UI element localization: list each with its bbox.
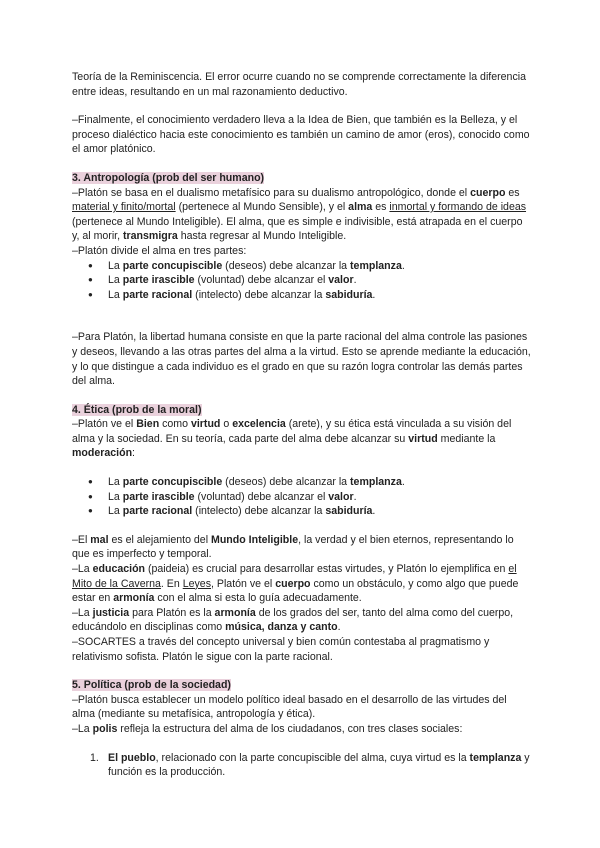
list-item: 1. El pueblo, relacionado con la parte concupiscible del alma, cuya virtud es la templanza y función es la producción. [90, 751, 530, 779]
paragraph-dualismo: –Platón se basa en el dualismo metafísico para su dualismo antropológico, donde el cuerpo es material y finito/mortal (pertenece al Mundo Sensible), y el alma es inmortal y formando de ideas (pertenece al Mundo Inteligible). El alma, que es simple e indivisible, está atrapada en el cuerpo y, al morir, transmigra hasta regresar al Mundo Inteligible. [72, 186, 527, 243]
paragraph-socartes: –SOCARTES a través del concepto universal y bien común contestaba al pragmatismo y relativismo sofista. Platón le sigue con la parte racional. [72, 636, 490, 663]
list-item: ● La parte concupiscible (deseos) debe alcanzar la templanza. [108, 475, 532, 490]
list-item: ● La parte racional (intelecto) debe alcanzar la sabiduría. [108, 288, 532, 303]
section-heading-etica [72, 403, 532, 418]
list-item: ● La parte irascible (voluntad) debe alcanzar el valor. [108, 490, 532, 505]
document-page [72, 70, 532, 780]
paragraph-educacion: –La educación (paideia) es crucial para desarrollar estas virtudes, y Platón lo ejemplifica en el Mito de la Caverna. En Leyes, Platón ve el cuerpo como un obstáculo, y como algo que puede estar en armonía con el alma si esta lo guía adecuadamente. [72, 563, 519, 605]
list-virtudes [72, 475, 532, 519]
section-heading-politica [72, 678, 532, 693]
paragraph-mal: –El mal es el alejamiento del Mundo Inteligible, la verdad y el bien eternos, representando lo que es imperfecto y temporal. [72, 533, 514, 561]
list-clases-sociales [72, 751, 532, 780]
paragraph-libertad: –Para Platón, la libertad humana consiste en que la parte racional del alma controle las pasiones y deseos, llevando a las otras partes del alma a la virtud. Esto se aprende mediante la educación, y lo que distingue a cada individuo es el grado en que su razón logra controlar las demás partes del alma. [72, 331, 531, 388]
heading-text: 4. Ética (prob de la moral) [72, 403, 202, 416]
list-item: ● La parte racional (intelecto) debe alcanzar la sabiduría. [108, 504, 532, 519]
paragraph-justicia: –La justicia para Platón es la armonía de los grados del ser, tanto del alma como del cuerpo, educándolo en disciplinas como música, danza y canto. [72, 606, 514, 634]
heading-text: 3. Antropología (prob del ser humano) [72, 171, 265, 184]
paragraph-polis: –La polis refleja la estructura del alma de los ciudadanos, con tres clases sociales: [72, 722, 463, 735]
paragraph-divide-alma: –Platón divide el alma en tres partes: [72, 244, 247, 257]
list-partes-alma [72, 259, 532, 303]
list-item: ● La parte irascible (voluntad) debe alcanzar el valor. [108, 273, 532, 288]
paragraph-modelo-politico: –Platón busca establecer un modelo político ideal basado en el desarrollo de las virtudes del alma (mediante su metafísica, antropología y ética). [72, 693, 507, 721]
paragraph-idea-de-bien: –Finalmente, el conocimiento verdadero lleva a la Idea de Bien, que también es la Belleza, y el proceso dialéctico hacia este conocimiento es también un camino de amor (eros), conocido como el amor platónico. [72, 114, 530, 156]
section-heading-antropologia [72, 171, 532, 186]
list-item: ● La parte concupiscible (deseos) debe alcanzar la templanza. [108, 259, 532, 274]
heading-text: 5. Política (prob de la sociedad) [72, 679, 231, 692]
paragraph-bien: –Platón ve el Bien como virtud o excelencia (arete), y su ética está vinculada a su visión del alma y la sociedad. En su teoría, cada parte del alma debe alcanzar su virtud mediante la moderación: [72, 418, 512, 460]
paragraph-reminiscencia: Teoría de la Reminiscencia. El error ocurre cuando no se comprende correctamente la diferencia entre ideas, resultando en un mal razonamiento deductivo. [72, 71, 526, 98]
list-number: 1. [90, 751, 99, 764]
